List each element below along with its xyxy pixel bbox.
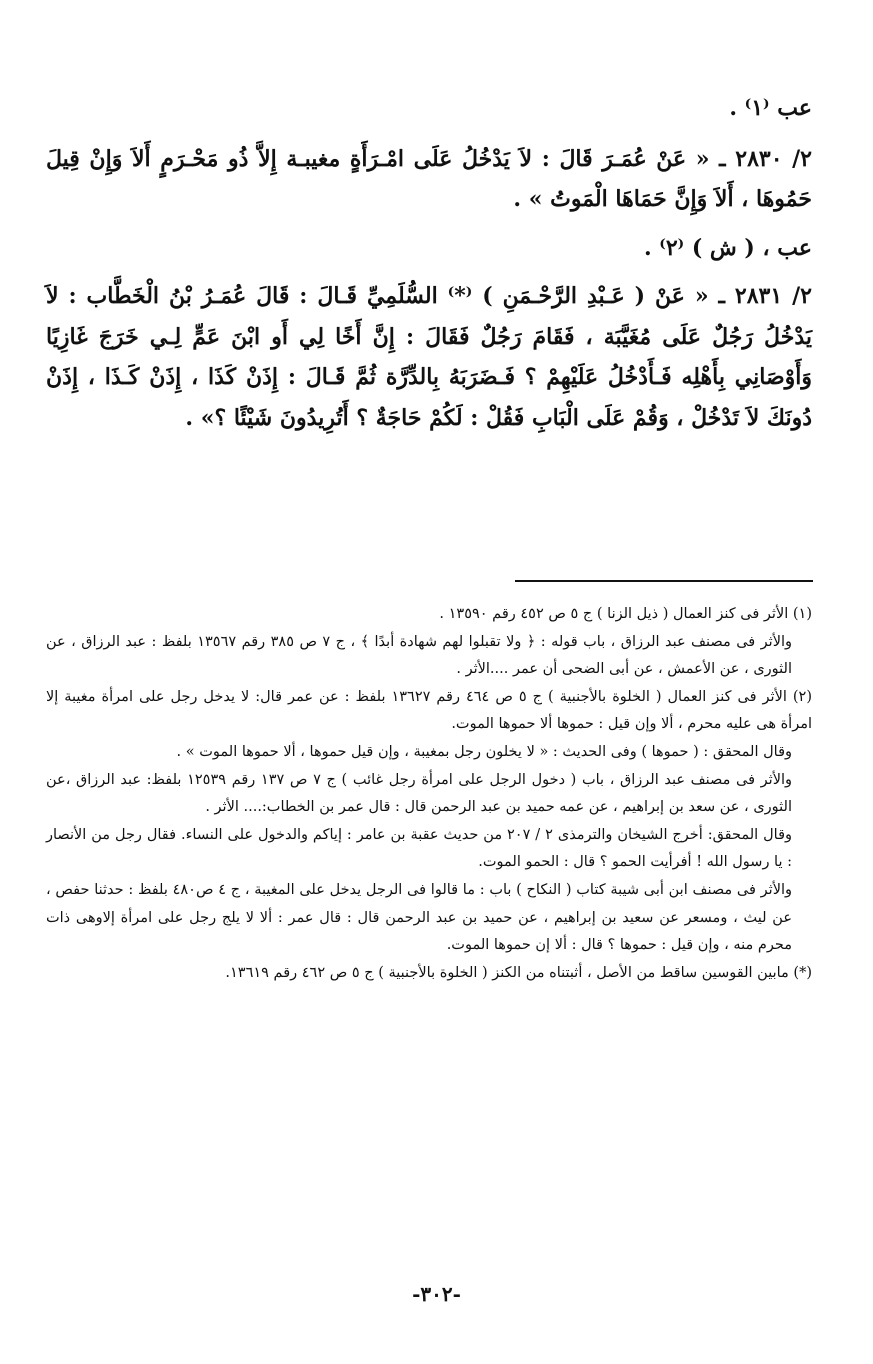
footnote-2: (٢) الأثر فى كنز العمال ( الخلوة بالأجنبية ) ج ٥ ص ٤٦٤ رقم ١٣٦٢٧ بلفظ : عن عمر قال: لا يدخل رجل على امرأة مغيبة إلا امرأة هى عليه محرم ، ألا وإن قيل : حموها ألا حموها الموت. bbox=[46, 688, 812, 733]
footnote-2-detail: والأثر فى مصنف ابن أبى شيبة كتاب ( النكاح ) باب : ما قالوا فى الرجل يدخل على المغيبة ، ج ٤ ص٤٨٠ بلفظ : حدثنا حفص ، عن ليث ، ومسعر عن سعيد بن إبراهيم ، عن حميد بن عبد الرحمن قال : قال عمر : ألا لا يلج رجل على امرأة إلاوهى ذات محرم منه ، وإن قيل : حموها ؟ قال : ألا إن حموها الموت. bbox=[46, 881, 792, 954]
reference-line: عب ⁽١⁾ . bbox=[729, 95, 812, 121]
footnote-2-detail: والأثر فى مصنف عبد الرزاق ، باب ( دخول الرجل على امرأة رجل غائب ) ج ٧ ص ١٣٧ رقم ١٢٥٣٩ بلفظ: عبد الرزاق ،عن الثورى ، عن سعد بن إبراهيم ، عن عمه حميد بن عبد الرحمن قال : قال عمر بن الخطاب:.... الأثر . bbox=[46, 771, 793, 816]
footnote-2-detail: وقال المحقق : ( حموها ) وفى الحديث : « لا يخلون رجل بمغيبة ، وإن قيل حموها ، ألا حموها الموت » . bbox=[176, 743, 792, 760]
footnotes bbox=[46, 601, 812, 987]
reference-line: عب ، ( ش ) ⁽٢⁾ . bbox=[643, 234, 812, 261]
hadith-entry-2831: ٢/ ٢٨٣١ ـ « عَنْ ( عَـبْدِ الرَّحْـمَنِ ) ⁽*⁾ السُّلَمِيِّ قَـالَ : قَالَ عُمَـرُ بْنُ الْخَطَّاب : لاَ يَدْخُلُ رَجُلٌ عَلَى مُغَيَّبَة ، فَقَامَ رَجُلٌ فَقَالَ : إِنَّ أَخًا لِي أَو ابْنَ عَمٍّ لِـي خَرَجَ غَازِيًا وَأَوْصَانِي بِأَهْلِه فَـأَدْخُلُ عَلَيْهِمْ ؟ فَـضَرَبَهُ بِالدِّرَّة ثُمَّ قَـالَ : إِذَنْ كَذَا ، إِذَنْ كَـذَا ، إِذَنْ دُونَكَ لاَ تَدْخُلْ ، وَقُمْ عَلَى الْبَابِ فَقُلْ : لَكُمْ حَاجَةٌ ؟ أَتُرِيدُونَ شَيْئًا ؟» . bbox=[46, 283, 812, 431]
footnote-1: (١) الأثر فى كنز العمال ( ذيل الزنا ) ج ٥ ص ٤٥٢ رقم ١٣٥٩٠ . bbox=[439, 606, 812, 622]
main-text bbox=[46, 88, 812, 438]
footnote-star: (*) مابين القوسين ساقط من الأصل ، أثبتناه من الكنز ( الخلوة بالأجنبية ) ج ٥ ص ٤٦٢ رقم ١٣٦١٩. bbox=[225, 964, 812, 981]
hadith-entry-2830: ٢/ ٢٨٣٠ ـ « عَنْ عُمَـرَ قَالَ : لاَ يَدْخُلُ عَلَى امْـرَأَةٍ مغيبـة إِلاَّ ذُو مَحْـرَمٍ أَلاَ وَإِنْ قِيلَ حَمُوهَا ، أَلاَ وَإِنَّ حَمَاهَا الْمَوتُ » . bbox=[46, 145, 812, 212]
footnote-2-detail: وقال المحقق: أخرج الشيخان والترمذى ٢ / ٢٠٧ من حديث عقبة بن عامر : إياكم والدخول على النساء. فقال رجل من الأنصار : يا رسول الله ! أفرأيت الحمو ؟ قال : الحمو الموت. bbox=[46, 826, 793, 871]
footnote-separator bbox=[515, 580, 813, 582]
page-number: -٣٠٢- bbox=[412, 1282, 461, 1306]
footnote-1-detail: والأثر فى مصنف عبد الرزاق ، باب قوله : ﴿ ولا تقبلوا لهم شهادة أبدًا ﴾ ، ج ٧ ص ٣٨٥ رقم ١٣٥٦٧ بلفظ : عبد الرزاق ، عن الثورى ، عن الأعمش ، عن أبى الضحى أن عمر ....الأثر . bbox=[46, 633, 792, 678]
